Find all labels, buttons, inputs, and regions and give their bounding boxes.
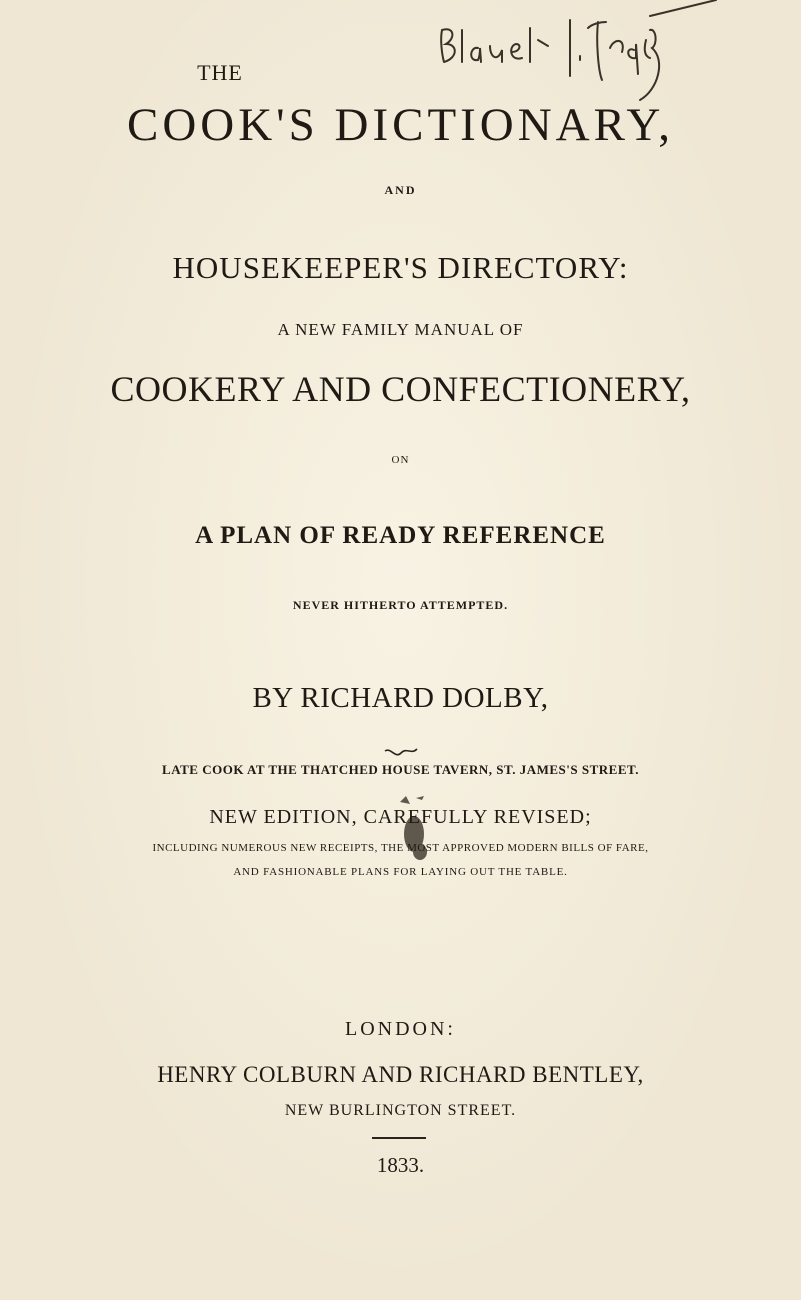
publication-year: 1833. bbox=[376, 1153, 425, 1177]
publisher-line: HENRY COLBURN AND RICHARD BENTLEY, bbox=[157, 1062, 644, 1087]
author-description: LATE COOK AT THE THATCHED HOUSE TAVERN, ST. JAMES'S STREET. bbox=[162, 762, 639, 777]
main-title: COOK'S DICTIONARY, bbox=[126, 99, 675, 151]
title-the: THE bbox=[197, 60, 243, 85]
including-line-1: INCLUDING NUMEROUS NEW RECEIPTS, THE MOST APPROVED MODERN BILLS OF FARE, bbox=[152, 842, 649, 854]
author-line: BY RICHARD DOLBY, bbox=[252, 682, 549, 714]
quaternary-title: A PLAN OF READY REFERENCE bbox=[195, 522, 606, 549]
ink-flourish-icon bbox=[355, 745, 445, 763]
including-line-2: AND FASHIONABLE PLANS FOR LAYING OUT THE TABLE. bbox=[233, 866, 568, 878]
conjunction-and: AND bbox=[384, 183, 417, 197]
tertiary-title: COOKERY AND CONFECTIONERY, bbox=[110, 369, 691, 409]
conjunction-on: ON bbox=[391, 454, 410, 466]
never-attempted: NEVER HITHERTO ATTEMPTED. bbox=[292, 598, 509, 612]
edition-line: NEW EDITION, CAREFULLY REVISED; bbox=[209, 806, 592, 828]
publisher-address: NEW BURLINGTON STREET. bbox=[284, 1102, 517, 1119]
imprint-city: LONDON: bbox=[345, 1018, 456, 1040]
secondary-title: HOUSEKEEPER'S DIRECTORY: bbox=[172, 250, 629, 285]
subtitle: A NEW FAMILY MANUAL OF bbox=[277, 320, 524, 339]
handwritten-signature bbox=[420, 0, 740, 110]
divider-rule bbox=[372, 1137, 426, 1139]
